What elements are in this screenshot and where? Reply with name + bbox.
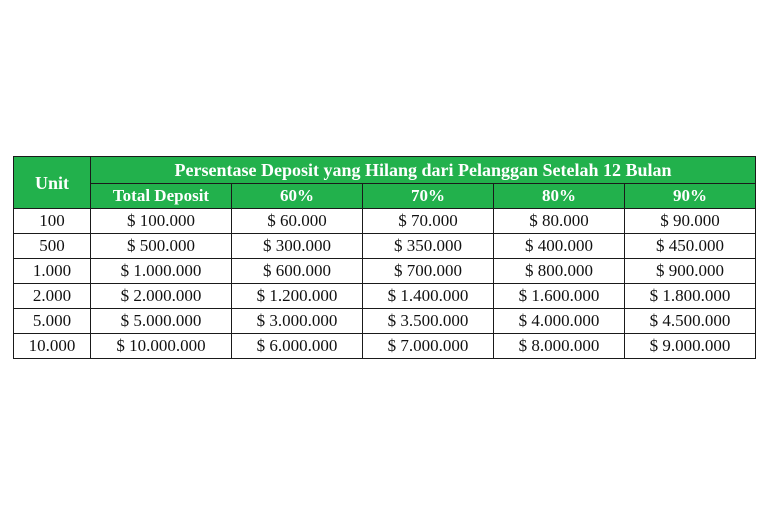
table-row	[14, 309, 756, 334]
deposit-loss-table	[13, 156, 756, 359]
loss-90-cell: $ 4.500.000	[625, 309, 756, 334]
total-deposit-cell: $ 100.000	[91, 209, 232, 234]
loss-80-cell: $ 800.000	[494, 259, 625, 284]
total-deposit-cell: $ 5.000.000	[91, 309, 232, 334]
loss-80-cell: $ 80.000	[494, 209, 625, 234]
loss-80-cell: $ 400.000	[494, 234, 625, 259]
table-row	[14, 259, 756, 284]
unit-header: Unit	[14, 157, 91, 209]
column-header-60: 60%	[232, 184, 363, 209]
total-deposit-cell: $ 500.000	[91, 234, 232, 259]
unit-cell: 100	[14, 209, 91, 234]
unit-cell: 500	[14, 234, 91, 259]
total-deposit-cell: $ 1.000.000	[91, 259, 232, 284]
header-row-columns	[14, 184, 756, 209]
table-row	[14, 209, 756, 234]
loss-60-cell: $ 1.200.000	[232, 284, 363, 309]
column-header-70: 70%	[363, 184, 494, 209]
table-row	[14, 234, 756, 259]
table-title: Persentase Deposit yang Hilang dari Pelanggan Setelah 12 Bulan	[91, 157, 756, 184]
loss-70-cell: $ 7.000.000	[363, 334, 494, 359]
unit-cell: 10.000	[14, 334, 91, 359]
loss-80-cell: $ 1.600.000	[494, 284, 625, 309]
loss-70-cell: $ 3.500.000	[363, 309, 494, 334]
total-deposit-cell: $ 2.000.000	[91, 284, 232, 309]
unit-cell: 5.000	[14, 309, 91, 334]
total-deposit-cell: $ 10.000.000	[91, 334, 232, 359]
table-row	[14, 284, 756, 309]
loss-60-cell: $ 60.000	[232, 209, 363, 234]
loss-60-cell: $ 6.000.000	[232, 334, 363, 359]
unit-cell: 1.000	[14, 259, 91, 284]
loss-70-cell: $ 700.000	[363, 259, 494, 284]
table-row	[14, 334, 756, 359]
loss-80-cell: $ 4.000.000	[494, 309, 625, 334]
table-body	[14, 209, 756, 359]
unit-cell: 2.000	[14, 284, 91, 309]
loss-90-cell: $ 450.000	[625, 234, 756, 259]
loss-90-cell: $ 900.000	[625, 259, 756, 284]
loss-70-cell: $ 70.000	[363, 209, 494, 234]
loss-80-cell: $ 8.000.000	[494, 334, 625, 359]
loss-70-cell: $ 350.000	[363, 234, 494, 259]
table-header	[14, 157, 756, 209]
loss-70-cell: $ 1.400.000	[363, 284, 494, 309]
loss-90-cell: $ 9.000.000	[625, 334, 756, 359]
column-header-total-deposit: Total Deposit	[91, 184, 232, 209]
loss-90-cell: $ 90.000	[625, 209, 756, 234]
loss-90-cell: $ 1.800.000	[625, 284, 756, 309]
column-header-90: 90%	[625, 184, 756, 209]
loss-60-cell: $ 300.000	[232, 234, 363, 259]
header-row-title	[14, 157, 756, 184]
loss-60-cell: $ 600.000	[232, 259, 363, 284]
column-header-80: 80%	[494, 184, 625, 209]
loss-60-cell: $ 3.000.000	[232, 309, 363, 334]
